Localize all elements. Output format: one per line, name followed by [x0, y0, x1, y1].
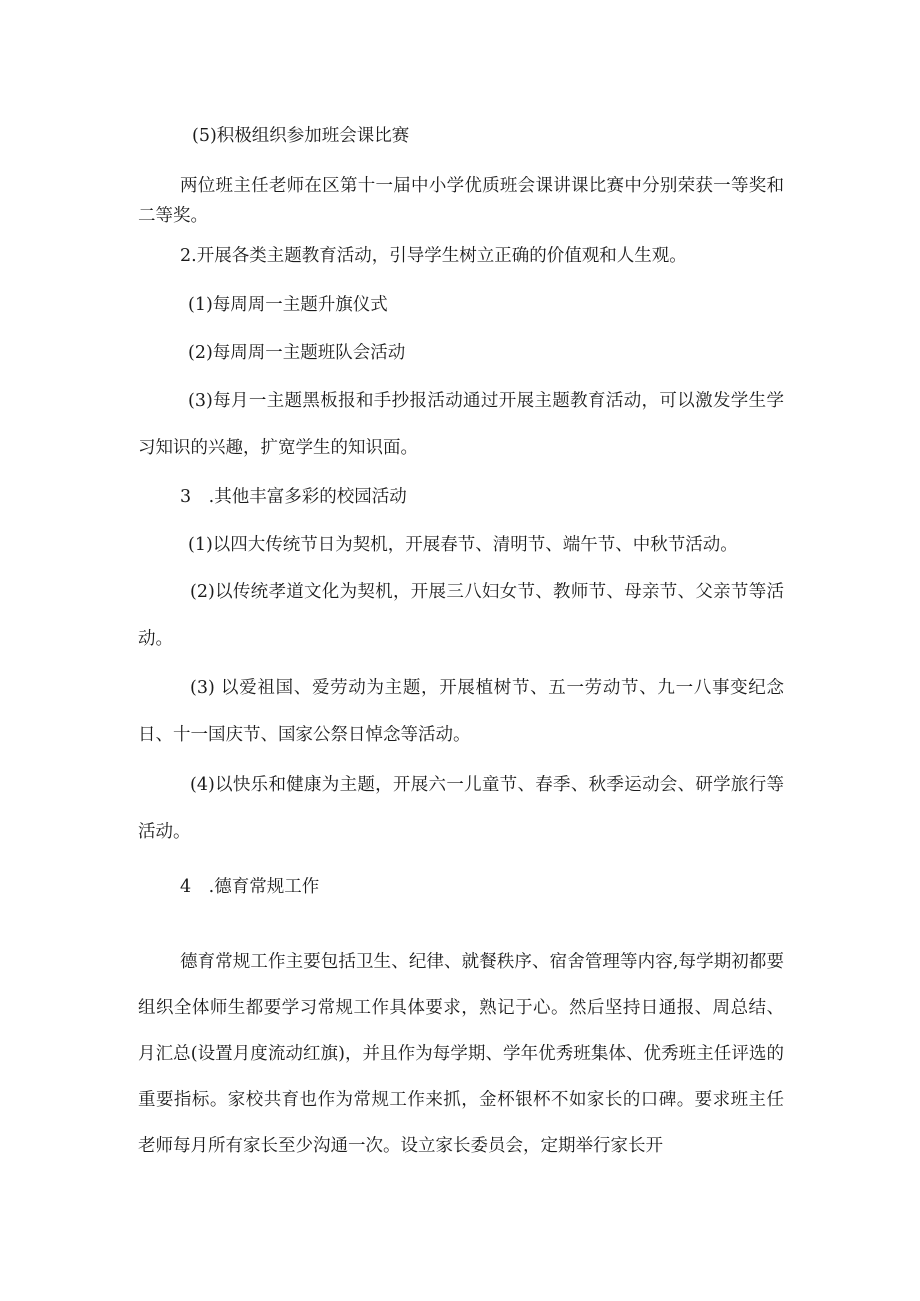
- section-2-item-3: (3)每月一主题黑板报和手抄报活动通过开展主题教育活动，可以激发学生学习知识的兴趣，扩宽学生的知识面。: [138, 391, 784, 458]
- section-3-heading: 3 .其他丰富多彩的校园活动: [180, 487, 407, 507]
- awards-paragraph: 两位班主任老师在区第十一届中小学优质班会课讲课比赛中分别荣获一等奖和二等奖。: [138, 176, 784, 226]
- section-4-body: 德育常规工作主要包括卫生、纪律、就餐秩序、宿舍管理等内容,每学期初都要组织全体师生都要学习常规工作具体要求，熟记于心。然后坚持日通报、周总结、月汇总(设置月度流动红旗)，并且作为每学期、学年优秀班集体、优秀班主任评选的重要指标。家校共育也作为常规工作来抓，金杯银杯不如家长的口碑。要求班主任老师每月所有家长至少沟通一次。设立家长委员会，定期举行家长开: [138, 952, 784, 1156]
- section-3-item-2: (2)以传统孝道文化为契机，开展三八妇女节、教师节、母亲节、父亲节等活动。: [138, 582, 784, 649]
- section-2-heading: 2.开展各类主题教育活动，引导学生树立正确的价值观和人生观。: [180, 246, 687, 266]
- section-3-item-4: (4)以快乐和健康为主题，开展六一儿童节、春季、秋季运动会、研学旅行等活动。: [138, 775, 784, 842]
- section-3-item-1: (1)以四大传统节日为契机，开展春节、清明节、端午节、中秋节活动。: [188, 535, 738, 555]
- section-2-item-2: (2)每周周一主题班队会活动: [188, 343, 406, 363]
- section-2-item-1: (1)每周周一主题升旗仪式: [188, 295, 388, 315]
- list-item-5: (5)积极组织参加班会课比赛: [192, 126, 410, 146]
- section-4-heading: 4 .德育常规工作: [180, 877, 320, 897]
- section-3-item-3: (3) 以爱祖国、爱劳动为主题，开展植树节、五一劳动节、九一八事变纪念日、十一国庆节、国家公祭日悼念等活动。: [138, 678, 784, 745]
